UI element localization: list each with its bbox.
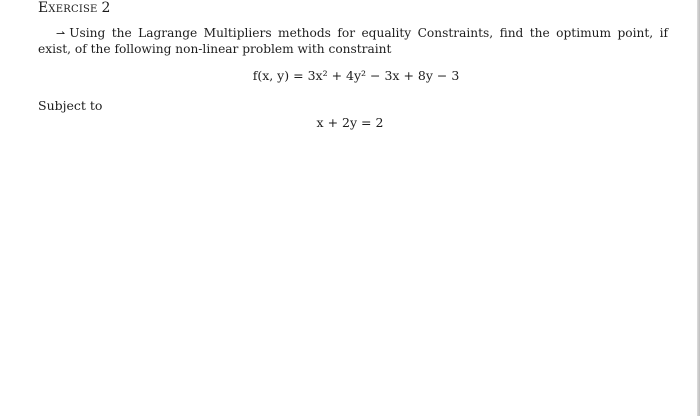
constraint-equation xyxy=(0,115,700,130)
objective-rhs: 3x² + 4y² − 3x + 8y − 3 xyxy=(307,68,460,83)
exercise-number: 2 xyxy=(101,0,111,16)
problem-statement xyxy=(38,26,668,57)
constraint-equals: = xyxy=(361,115,372,130)
objective-equals: = xyxy=(293,68,304,83)
exercise-label: Exercise xyxy=(38,0,98,16)
constraint-lhs: x + 2y xyxy=(316,115,358,130)
arrow-icon: ⇀ xyxy=(56,27,66,40)
subject-to-label: Subject to xyxy=(38,98,103,113)
problem-text: Using the Lagrange Multipliers methods for equality Constraints, find the optimum point, if exist, of the following non-linear problem with constraint xyxy=(38,26,668,56)
objective-lhs: f(x, y) xyxy=(252,68,290,83)
objective-function xyxy=(0,68,700,83)
exercise-heading xyxy=(38,0,111,16)
constraint-rhs: 2 xyxy=(375,115,384,130)
